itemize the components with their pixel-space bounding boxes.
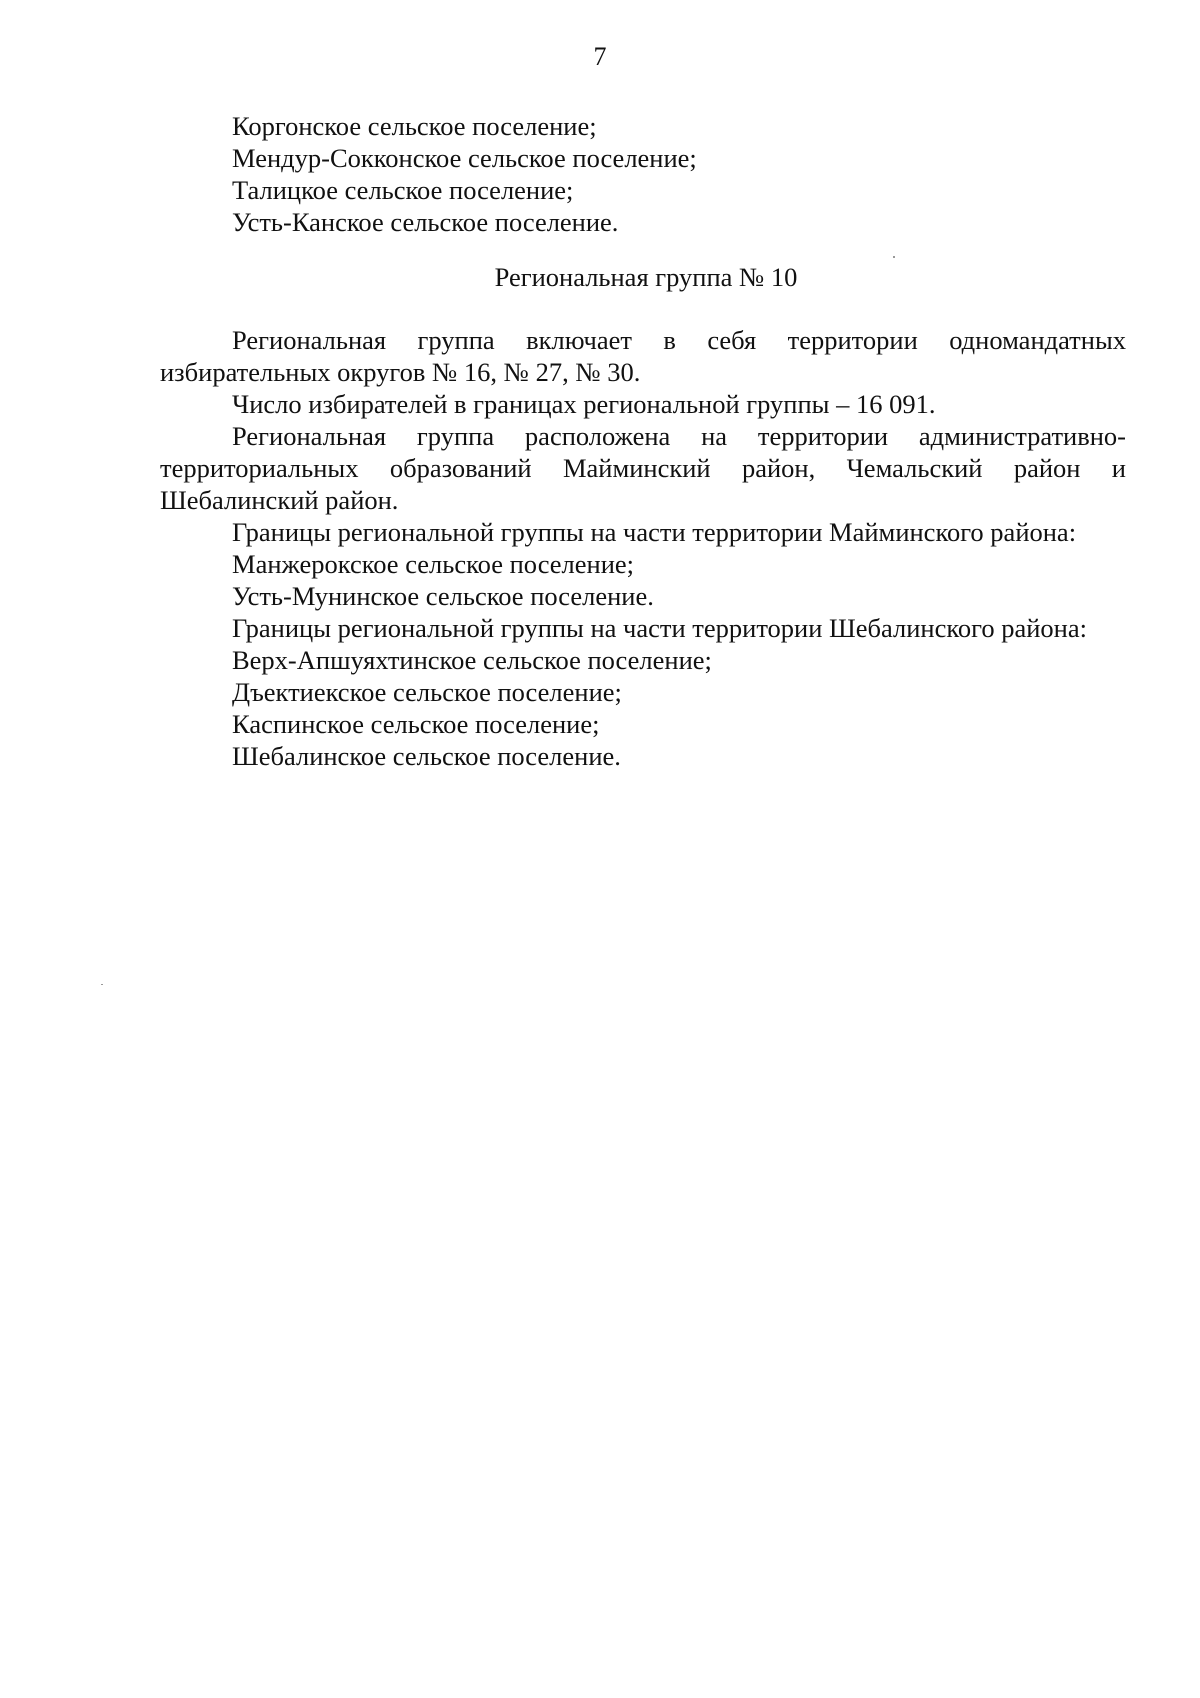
list-item: Талицкое сельское поселение; bbox=[232, 175, 574, 205]
group-location: Региональная группа расположена на территории административно-территориальных образований Майминский район, Чемальский район и Шебалинский район. bbox=[160, 421, 1126, 515]
list-item: Шебалинское сельское поселение. bbox=[232, 741, 621, 771]
scan-speck bbox=[101, 984, 103, 985]
intro-settlement-list bbox=[160, 110, 1126, 238]
list-item: Усть-Канское сельское поселение. bbox=[232, 207, 619, 237]
list-item: Усть-Мунинское сельское поселение. bbox=[232, 581, 654, 611]
list-item: Верх-Апшуяхтинское сельское поселение; bbox=[232, 645, 712, 675]
section-title: Региональная группа № 10 bbox=[494, 262, 798, 292]
mayma-heading: Границы региональной группы на части территории Майминского района: bbox=[232, 517, 1077, 547]
list-item: Манжерокское сельское поселение; bbox=[232, 549, 635, 579]
page-number: 7 bbox=[593, 42, 607, 71]
voter-count: Число избирателей в границах региональной группы – 16 091. bbox=[232, 389, 936, 419]
scan-speck bbox=[893, 256, 895, 258]
list-item: Дъектиекское сельское поселение; bbox=[232, 677, 622, 707]
shebalino-heading: Границы региональной группы на части территории Шебалинского района: bbox=[232, 613, 1087, 643]
list-item: Мендур-Сокконское сельское поселение; bbox=[232, 143, 697, 173]
list-item: Коргонское сельское поселение; bbox=[232, 111, 597, 141]
group-description: Региональная группа включает в себя территории одномандатных избирательных округов № 16, № 27, № 30. bbox=[160, 325, 1126, 387]
list-item: Каспинское сельское поселение; bbox=[232, 709, 600, 739]
group-body bbox=[160, 324, 1126, 772]
